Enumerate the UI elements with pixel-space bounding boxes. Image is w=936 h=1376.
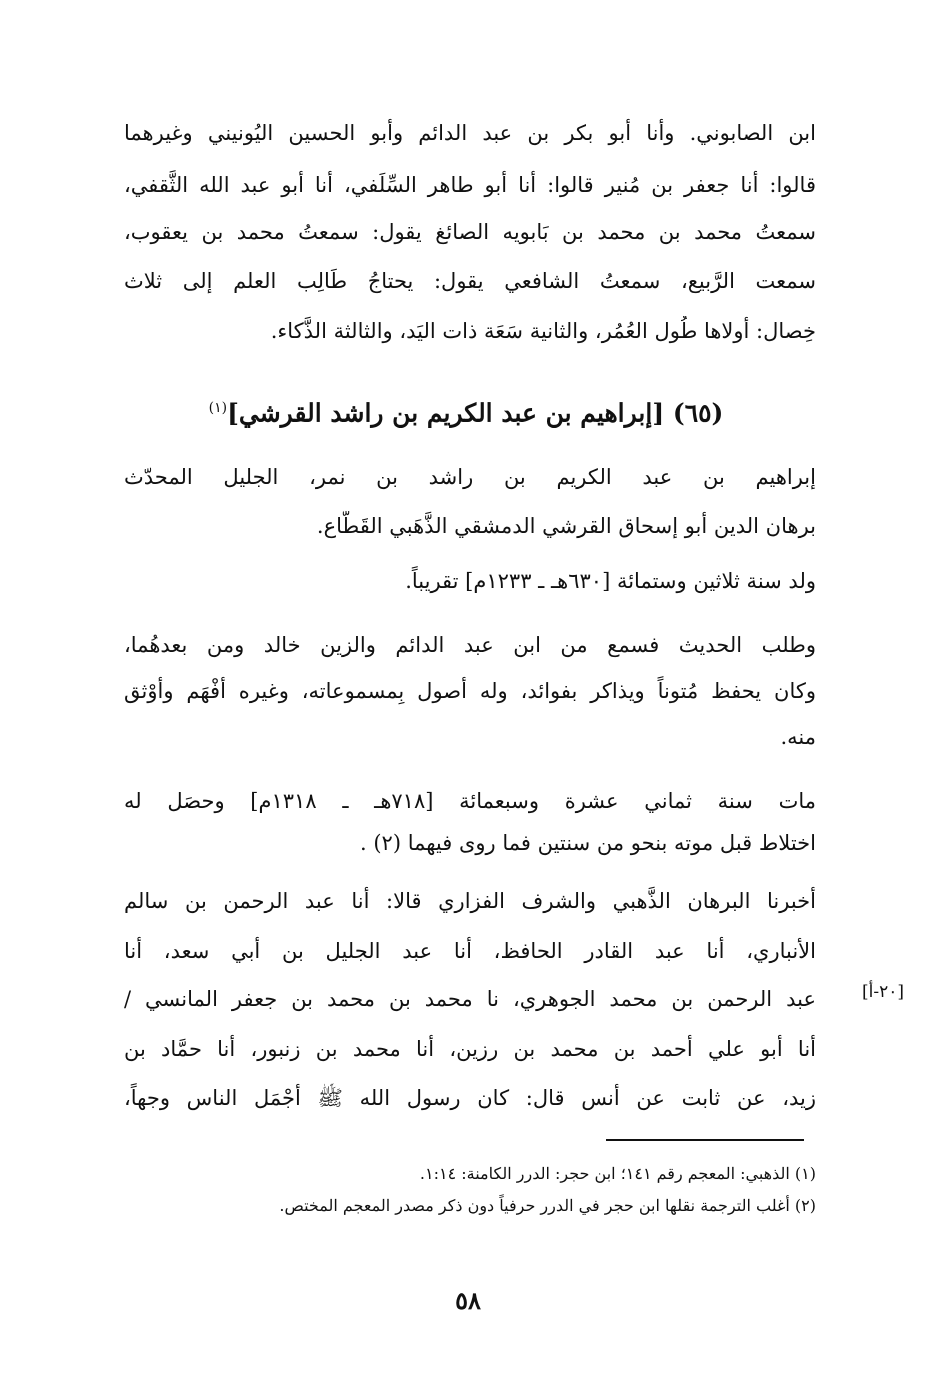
hadith-line: الأنباري، أنا عبد القادر الحافظ، أنا عبد الجليل بن أبي سعد، أنا [124,939,816,963]
hadith-line: أنا أبو علي أحمد بن محمد بن رزين، أنا محمد بن زنبور، أنا حمَّاد بن [124,1037,816,1061]
intro-line: سمعتُ محمد بن محمد بن بَابويه الصائغ يقول: سمعتُ محمد بن يعقوب، [124,220,816,244]
intro-line: سمعت الرَّبيع، سمعتُ الشافعي يقول: يحتاجُ طَالِب العلم إلى ثلاث [124,269,816,293]
bio-line: إبراهيم بن عبد الكريم بن راشد بن نمر، الجليل المحدّث [124,465,816,489]
entry-heading-text: (٦٥) [إبراهيم بن عبد الكريم بن راشد القرشي] [227,398,724,428]
bio-line: برهان الدين أبو إسحاق القرشي الدمشقي الذَّهَبي القَطَّاع. [316,514,816,538]
intro-line: قالوا: أنا جعفر بن مُنير قالوا: أنا أبو طاهر السِّلَفي، أنا أبو عبد الله الثَّقفي، [124,173,816,197]
manuscript-folio-note: [٢٠-أ] [861,982,904,1002]
footnote: (٢) أغلب الترجمة نقلها ابن حجر في الدرر حرفياً دون ذكر مصدر المعجم المختص. [279,1196,816,1215]
intro-line: ابن الصابوني. وأنا أبو بكر بن عبد الدائم وأبو الحسين اليُونيني وغيرهما [124,121,816,145]
footnote: (١) الذهبي: المعجم رقم ١٤١؛ ابن حجر: الدرر الكامنة: ١:١٤. [419,1164,816,1183]
study-line: وطلب الحديث فسمع من ابن عبد الدائم والزين خالد ومن بعدهُما، [124,633,816,657]
page-number: ٥٨ [455,1286,481,1315]
death-line: مات سنة ثماني عشرة وسبعمائة [٧١٨هـ ـ ١٣١٨م] وحصَل له [124,789,816,813]
footnote-ref: (١) [208,400,228,416]
hadith-line: أخبرنا البرهان الذَّهبي والشرف الفزاري قالا: أنا عبد الرحمن بن سالم [124,889,816,913]
death-line: اختلاط قبل موته بنحو من سنتين فما روى فيهما (٢) . [360,831,816,855]
footnote-separator [606,1139,804,1141]
hadith-line: عبد الرحمن بن محمد الجوهري، نا محمد بن محمد بن جعفر المانسي / [124,987,816,1011]
intro-line: خِصال: أولاها طُول العُمُر، والثانية سَعَة ذات اليَد، والثالثة الذَّكاء. [270,319,816,343]
hadith-line: زيد، عن ثابت عن أنس قال: كان رسول الله ﷺ أجْمَل الناس وجهاً، [124,1086,816,1110]
study-line: منه. [780,725,816,749]
entry-heading [120,388,812,433]
study-line: وكان يحفظ مُتوناً ويذاكر بفوائد، وله أصول بِمسموعاته، وغيره أفْهَم وأوْثق [124,679,816,703]
birth-line: ولد سنة ثلاثين وستمائة [٦٣٠هـ ـ ١٢٣٣م] تقريباً. [405,569,816,593]
